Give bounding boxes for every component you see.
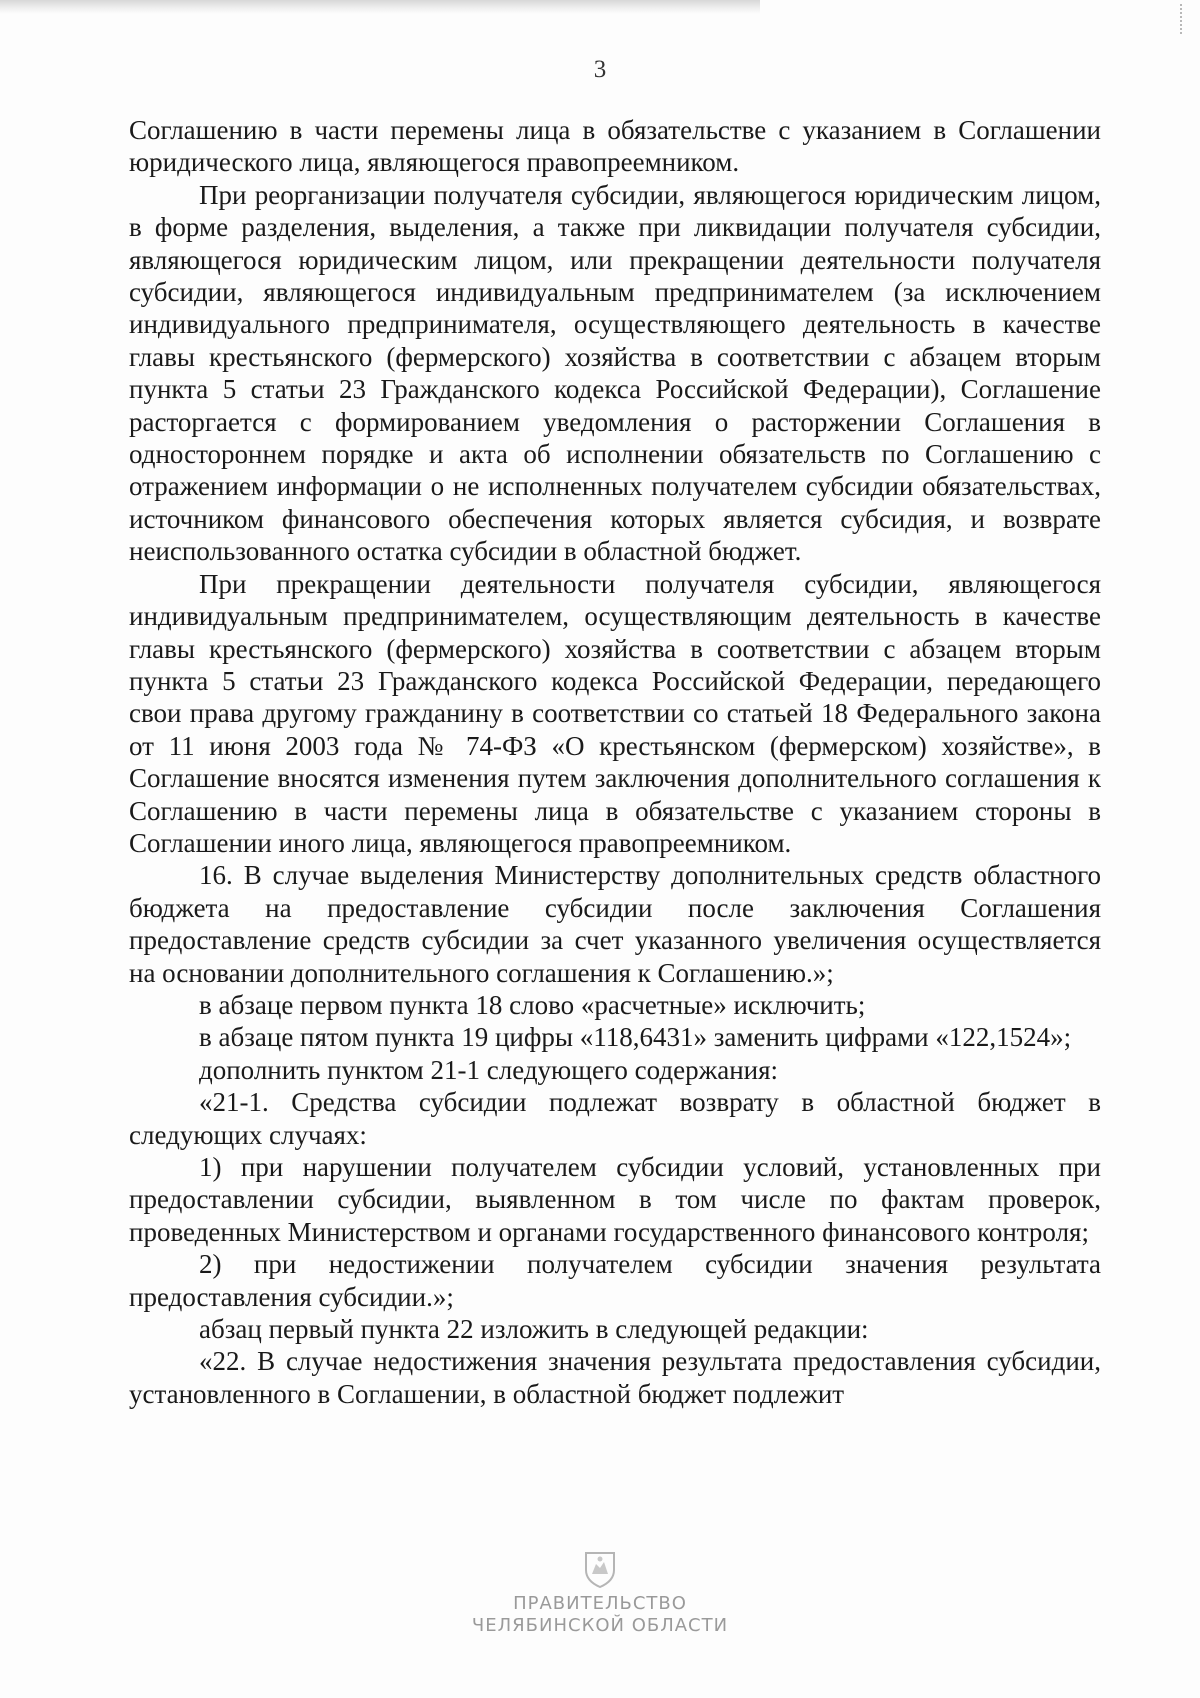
paragraph: «21-1. Средства субсидии подлежат возврату в областной бюджет в следующих случаях: (129, 1087, 1101, 1150)
page-number: 3 (593, 56, 607, 83)
paragraph: дополнить пунктом 21-1 следующего содержания: (199, 1054, 779, 1085)
paragraph: При реорганизации получателя субсидии, являющегося юридическим лицом, в форме разделения, выделения, а также при ликвидации получателя субсидии, являющегося юридическим лицом, или прекращении деятельности получателя субсидии, являющегося индивидуальным предпринимателем (за исключением индивидуального предпринимателя, осуществляющего деятельность в качестве главы крестьянского (фермерского) хозяйства в соответствии с абзацем вторым пункта 5 статьи 23 Гражданского кодекса Российской Федерации), Соглашение расторгается с формированием уведомления о расторжении Соглашения в одностороннем порядке и акта об исполнении обязательств по Соглашению с отражением информации о не исполненных получателем субсидии обязательствах, источником финансового обеспечения которых является субсидия, и возврате неиспользованного остатка субсидии в областной бюджет. (129, 179, 1101, 567)
stamp-line-1: ПРАВИТЕЛЬСТВО (513, 1593, 687, 1614)
government-stamp (0, 1550, 1200, 1637)
paragraph: в абзаце первом пункта 18 слово «расчетные» исключить; (199, 989, 866, 1020)
scan-edge-shadow (0, 0, 760, 14)
scan-margin-marks (1180, 4, 1186, 34)
paragraph: «22. В случае недостижения значения результата предоставления субсидии, установленного в Соглашении, в областной бюджет подлежит (129, 1346, 1101, 1409)
paragraph: абзац первый пункта 22 изложить в следующей редакции: (199, 1314, 869, 1345)
paragraph: 2) при недостижении получателем субсидии значения результата предоставления субсидии.»; (129, 1249, 1101, 1312)
coat-of-arms-icon (583, 1550, 617, 1588)
paragraph: 1) при нарушении получателем субсидии условий, установленных при предоставлении субсидии, выявленном в том числе по фактам проверок, проведенных Министерством и органами государственного финансового контроля; (129, 1152, 1101, 1247)
paragraph: Соглашению в части перемены лица в обязательстве с указанием в Соглашении юридического лица, являющегося правопреемником. (129, 115, 1101, 178)
stamp-line-2: ЧЕЛЯБИНСКОЙ ОБЛАСТИ (471, 1615, 729, 1636)
paragraph: При прекращении деятельности получателя субсидии, являющегося индивидуальным предпринимателем, осуществляющим деятельность в качестве главы крестьянского (фермерского) хозяйства в соответствии с абзацем вторым пункта 5 статьи 23 Гражданского кодекса Российской Федерации, передающего свои права другому гражданину в соответствии со статьей 18 Федерального закона от 11 июня 2003 года № 74-ФЗ «О крестьянском (фермерском) хозяйстве», в Соглашение вносятся изменения путем заключения дополнительного соглашения к Соглашению в части перемены лица в обязательстве с указанием стороны в Соглашении иного лица, являющегося правопреемником. (129, 568, 1101, 858)
paragraph: 16. В случае выделения Министерству дополнительных средств областного бюджета на предоставление субсидии после заключения Соглашения предоставление средств субсидии за счет указанного увеличения осуществляется на основании дополнительного соглашения к Соглашению.»; (129, 860, 1101, 988)
paragraph: в абзаце пятом пункта 19 цифры «118,6431» заменить цифрами «122,1524»; (199, 1022, 1072, 1053)
document-body (129, 114, 1101, 1410)
